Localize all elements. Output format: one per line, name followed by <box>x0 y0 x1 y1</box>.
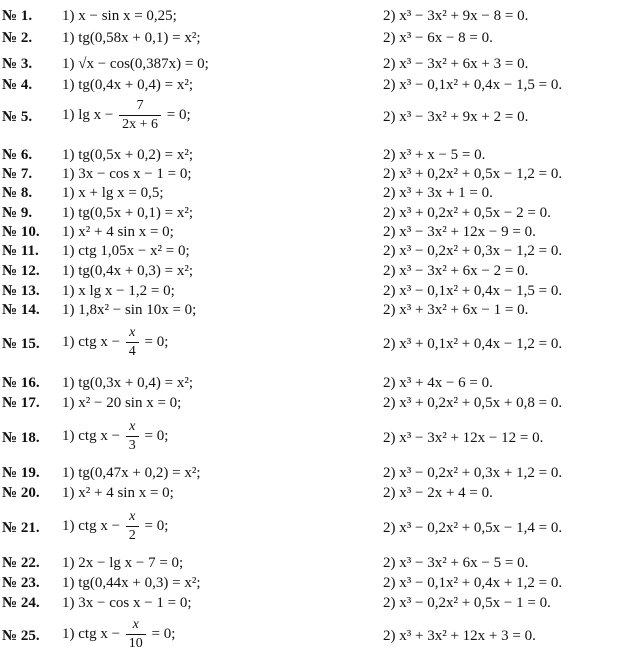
equation-2: 2) x³ + 0,2x² + 0,5x − 1,2 = 0. <box>383 166 563 182</box>
equation-1: 1) tg(0,44x + 0,3) = x²; <box>62 575 201 591</box>
problem-number: № 21. <box>2 520 40 536</box>
equation-2: 2) x³ − 3x² + 9x − 8 = 0. <box>383 8 529 24</box>
fraction <box>126 324 139 361</box>
equation-2: 2) x³ + 3x² + 6x − 1 = 0. <box>383 302 529 318</box>
equation-2: 2) x³ − 3x² + 6x + 3 = 0. <box>383 56 529 72</box>
equation-1: 1) x − sin x = 0,25; <box>62 8 177 24</box>
problem-number: № 11. <box>2 243 39 259</box>
problem-row <box>0 616 618 660</box>
fraction <box>126 418 139 455</box>
problem-number: № 12. <box>2 263 40 279</box>
problem-row <box>0 508 618 552</box>
fraction-numerator: x <box>129 509 136 524</box>
equation-2: 2) x³ + 4x − 6 = 0. <box>383 375 493 391</box>
fraction <box>119 97 161 134</box>
problem-number: № 13. <box>2 283 40 299</box>
problem-number: № 14. <box>2 302 40 318</box>
equation-1: 1) x lg x − 1,2 = 0; <box>62 283 175 299</box>
equation-1: 1) tg(0,4x + 0,3) = x²; <box>62 263 193 279</box>
equation-1 <box>62 418 168 455</box>
equation-1-prefix: 1) ctg x − <box>62 428 121 444</box>
problem-number: № 22. <box>2 555 40 571</box>
fraction <box>126 616 146 653</box>
equation-1: 1) x² + 4 sin x = 0; <box>62 224 174 240</box>
problem-number: № 9. <box>2 205 33 221</box>
equation-2: 2) x³ − 6x − 8 = 0. <box>383 30 493 46</box>
equation-2: 2) x³ − 0,1x² + 0,4x + 1,2 = 0. <box>383 575 563 591</box>
equation-1: 1) 3x − cos x − 1 = 0; <box>62 595 192 611</box>
problem-number: № 7. <box>2 166 33 182</box>
equation-1: 1) 1,8x² − sin 10x = 0; <box>62 302 197 318</box>
equation-1: 1) 2x − lg x − 7 = 0; <box>62 555 184 571</box>
fraction-numerator: x <box>132 617 139 632</box>
problem-number: № 23. <box>2 575 40 591</box>
equation-1: 1) x² − 20 sin x = 0; <box>62 395 182 411</box>
fraction-numerator: x <box>129 419 136 434</box>
equation-1-prefix: 1) lg x − <box>62 107 114 123</box>
problem-number: № 25. <box>2 628 40 644</box>
problem-number: № 8. <box>2 185 33 201</box>
equation-2: 2) x³ − 0,2x² + 0,5x − 1,4 = 0. <box>383 520 563 536</box>
equation-1: 1) x + lg x = 0,5; <box>62 185 164 201</box>
equation-2: 2) x³ + 0,2x² + 0,5x − 2 = 0. <box>383 205 551 221</box>
fraction-numerator: x <box>129 325 136 340</box>
problem-number: № 6. <box>2 147 33 163</box>
equation-1-suffix: = 0; <box>144 518 169 534</box>
equation-1: 1) x² + 4 sin x = 0; <box>62 485 174 501</box>
equation-1-suffix: = 0; <box>144 428 169 444</box>
equation-2: 2) x³ − 3x² + 6x − 2 = 0. <box>383 263 529 279</box>
equation-2: 2) x³ − 3x² + 9x + 2 = 0. <box>383 109 529 125</box>
fraction-denominator: 10 <box>126 634 146 653</box>
problem-number: № 1. <box>2 8 33 24</box>
equation-1: 1) tg(0,47x + 0,2) = x²; <box>62 465 201 481</box>
equation-1: 1) ctg 1,05x − x² = 0; <box>62 243 190 259</box>
problem-number: № 17. <box>2 395 40 411</box>
equation-1-prefix: 1) ctg x − <box>62 626 121 642</box>
equation-1: 1) tg(0,4x + 0,4) = x²; <box>62 77 193 93</box>
equation-2: 2) x³ − 2x + 4 = 0. <box>383 485 493 501</box>
problem-number: № 15. <box>2 336 40 352</box>
problem-number: № 19. <box>2 465 40 481</box>
problem-row <box>0 324 618 368</box>
problem-number: № 3. <box>2 56 33 72</box>
equation-2: 2) x³ + 3x² + 12x + 3 = 0. <box>383 628 536 644</box>
equation-2: 2) x³ − 3x² + 6x − 5 = 0. <box>383 555 529 571</box>
fraction-denominator: 3 <box>126 436 139 455</box>
equation-2: 2) x³ + 3x + 1 = 0. <box>383 185 493 201</box>
fraction-denominator: 2 <box>126 526 139 545</box>
equation-1 <box>62 616 175 653</box>
problem-number: № 2. <box>2 30 33 46</box>
problem-number: № 10. <box>2 224 40 240</box>
equation-1: 1) √x − cos(0,387x) = 0; <box>62 56 209 72</box>
fraction-denominator: 4 <box>126 342 139 361</box>
equation-1: 1) tg(0,3x + 0,4) = x²; <box>62 375 193 391</box>
equation-2: 2) x³ − 0,2x² + 0,3x + 1,2 = 0. <box>383 465 563 481</box>
problem-number: № 4. <box>2 77 33 93</box>
equation-1: 1) tg(0,5x + 0,2) = x²; <box>62 147 193 163</box>
problem-row <box>0 97 618 141</box>
equation-2: 2) x³ − 0,1x² + 0,4x − 1,5 = 0. <box>383 77 563 93</box>
equation-2: 2) x³ − 0,2x² + 0,3x − 1,2 = 0. <box>383 243 563 259</box>
equation-1-prefix: 1) ctg x − <box>62 518 121 534</box>
problem-number: № 20. <box>2 485 40 501</box>
equation-1-suffix: = 0; <box>151 626 176 642</box>
problem-number: № 18. <box>2 430 40 446</box>
equation-2: 2) x³ + 0,1x² + 0,4x − 1,2 = 0. <box>383 336 563 352</box>
equation-1: 1) tg(0,5x + 0,1) = x²; <box>62 205 193 221</box>
equation-2: 2) x³ + 0,2x² + 0,5x + 0,8 = 0. <box>383 395 563 411</box>
equation-2: 2) x³ − 3x² + 12x − 12 = 0. <box>383 430 544 446</box>
equation-1-prefix: 1) ctg x − <box>62 334 121 350</box>
problem-number: № 5. <box>2 109 33 125</box>
equation-2: 2) x³ − 3x² + 12x − 9 = 0. <box>383 224 536 240</box>
equation-1 <box>62 97 191 134</box>
equation-1: 1) 3x − cos x − 1 = 0; <box>62 166 192 182</box>
equation-1 <box>62 324 168 361</box>
fraction-denominator: 2x + 6 <box>119 115 161 134</box>
equation-2: 2) x³ + x − 5 = 0. <box>383 147 486 163</box>
equation-2: 2) x³ − 0,1x² + 0,4x − 1,5 = 0. <box>383 283 563 299</box>
equation-1 <box>62 508 168 545</box>
problem-row <box>0 418 618 462</box>
equation-2: 2) x³ − 0,2x² + 0,5x − 1 = 0. <box>383 595 551 611</box>
fraction-numerator: 7 <box>136 98 144 113</box>
problem-number: № 24. <box>2 595 40 611</box>
fraction <box>126 508 139 545</box>
problem-number: № 16. <box>2 375 40 391</box>
equation-1-suffix: = 0; <box>144 334 169 350</box>
equation-1-suffix: = 0; <box>166 107 191 123</box>
equation-1: 1) tg(0,58x + 0,1) = x²; <box>62 30 201 46</box>
